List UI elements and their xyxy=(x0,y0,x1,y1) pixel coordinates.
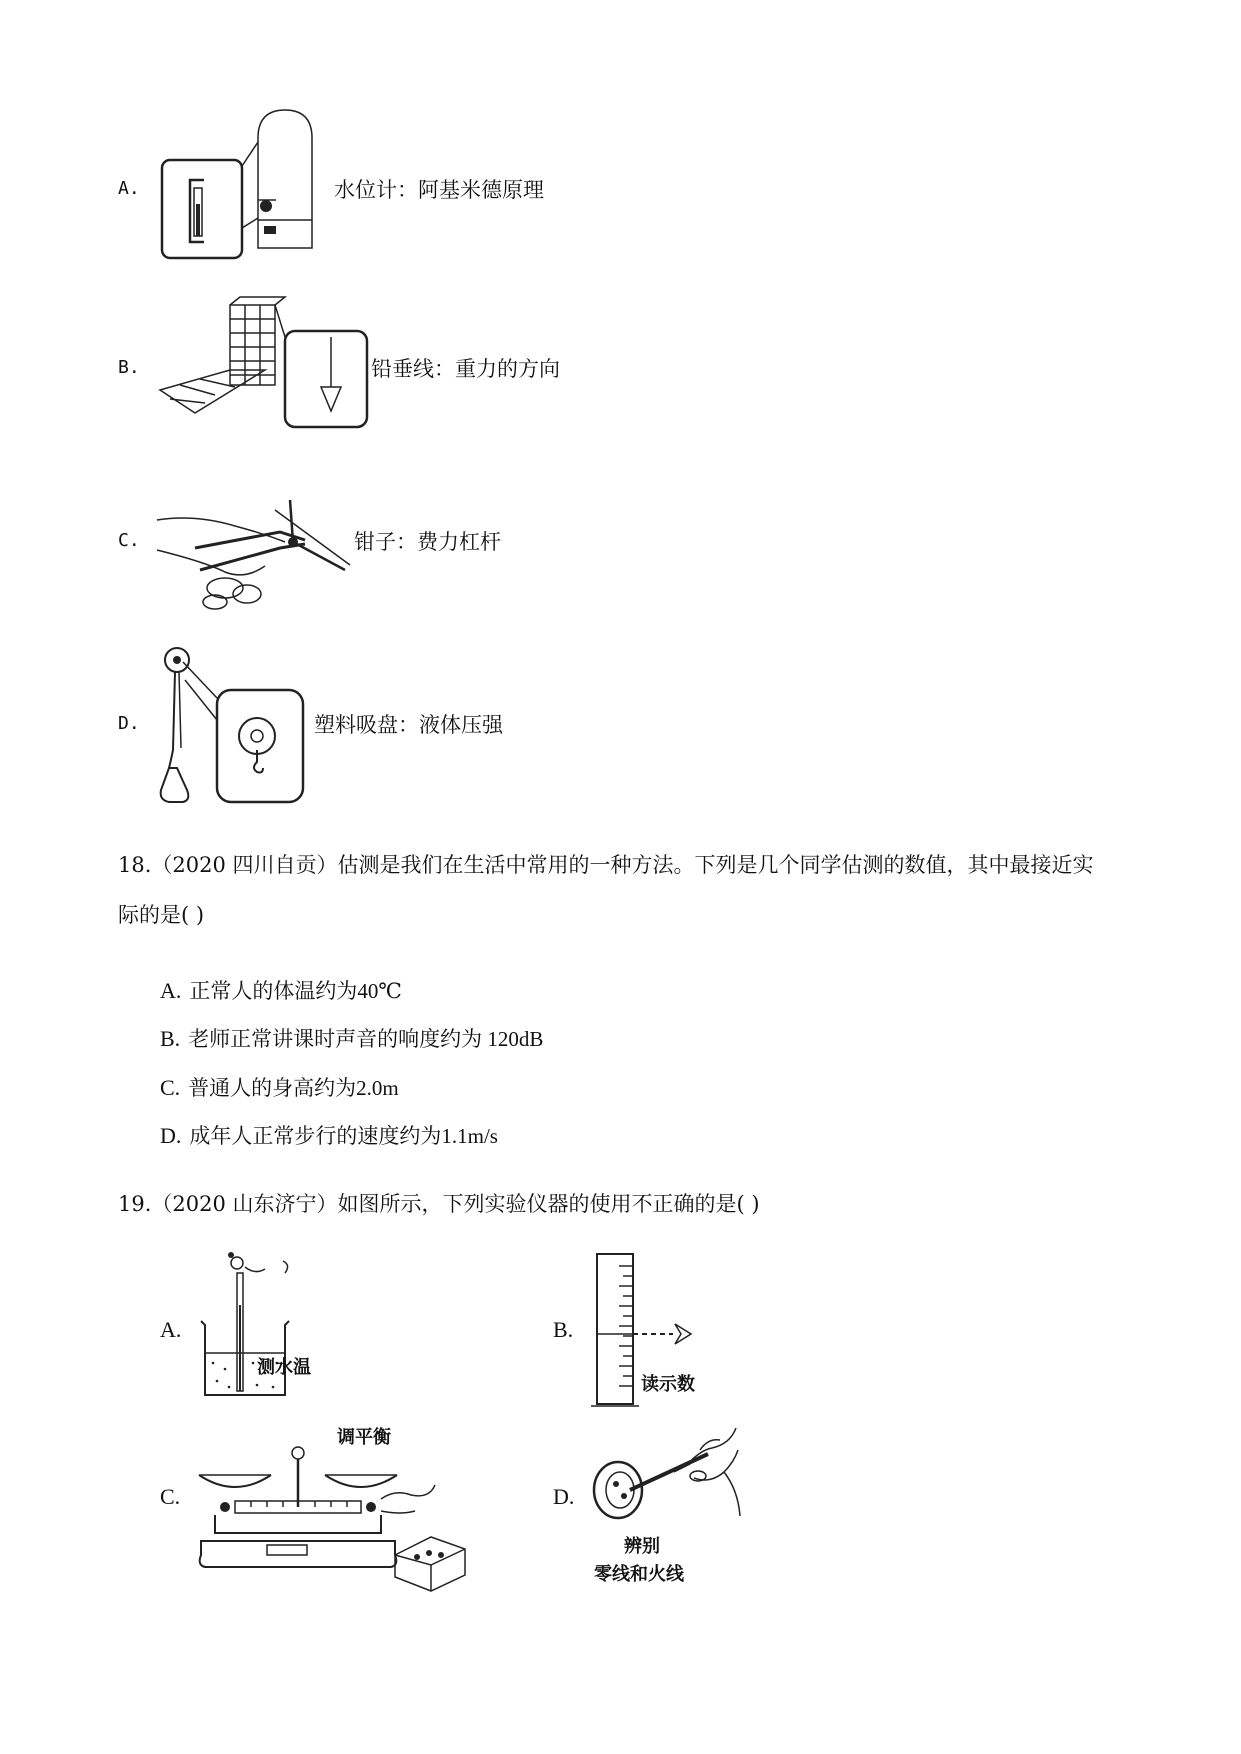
option-text: 普通人的身高约为2.0m xyxy=(188,1076,399,1100)
option-letter: C. xyxy=(160,1075,181,1100)
option-text: 水位计：阿基米德原理 xyxy=(334,178,544,202)
figure-caption: 读示数 xyxy=(641,1374,695,1395)
test-pen-figure xyxy=(590,1420,750,1600)
option-letter: B. xyxy=(118,357,140,378)
balance-scale-figure xyxy=(195,1415,475,1600)
option-letter: B. xyxy=(553,1317,574,1342)
q18-option-d[interactable] xyxy=(160,1120,498,1150)
option-letter: D. xyxy=(118,713,140,734)
q18-option-a[interactable] xyxy=(160,975,402,1005)
option-text: 铅垂线：重力的方向 xyxy=(371,357,560,381)
q18-option-c[interactable] xyxy=(160,1072,399,1102)
question-stem-line2: 际的是( ) xyxy=(118,903,205,927)
graduated-cylinder-figure xyxy=(585,1250,725,1415)
option-text: 钳子：费力杠杆 xyxy=(354,530,501,554)
option-letter: A. xyxy=(160,978,182,1003)
option-text: 塑料吸盘：液体压强 xyxy=(314,713,503,737)
option-letter: A. xyxy=(160,1317,182,1342)
plumb-line-figure xyxy=(155,295,370,430)
option-letter: C. xyxy=(160,1484,181,1509)
figure-caption: 调平衡 xyxy=(337,1427,391,1448)
water-level-gauge-figure xyxy=(160,108,330,258)
pliers-figure xyxy=(155,490,355,610)
option-text: 成年人正常步行的速度约为1.1m/s xyxy=(189,1124,498,1148)
question-stem: 19.（2020 山东济宁）如图所示，下列实验仪器的使用不正确的是( ) xyxy=(118,1192,760,1216)
option-text: 老师正常讲课时声音的响度约为 120dB xyxy=(188,1027,544,1051)
figure-caption: 测水温 xyxy=(257,1357,311,1378)
option-letter: D. xyxy=(160,1123,182,1148)
figure-caption-line2: 零线和火线 xyxy=(594,1564,684,1585)
q18-option-b[interactable] xyxy=(160,1023,543,1053)
option-letter: C. xyxy=(118,530,140,551)
option-letter: A. xyxy=(118,178,140,199)
suction-cup-figure xyxy=(155,640,315,810)
option-letter: B. xyxy=(160,1026,181,1051)
figure-caption-line1: 辨别 xyxy=(624,1536,660,1557)
option-text: 正常人的体温约为40℃ xyxy=(189,979,402,1003)
thermometer-beaker-figure xyxy=(195,1245,335,1405)
question-stem-line1: 18.（2020 四川自贡）估测是我们在生活中常用的一种方法。下列是几个同学估测的数值，其中最接近实 xyxy=(118,853,1094,877)
option-letter: D. xyxy=(553,1484,575,1509)
